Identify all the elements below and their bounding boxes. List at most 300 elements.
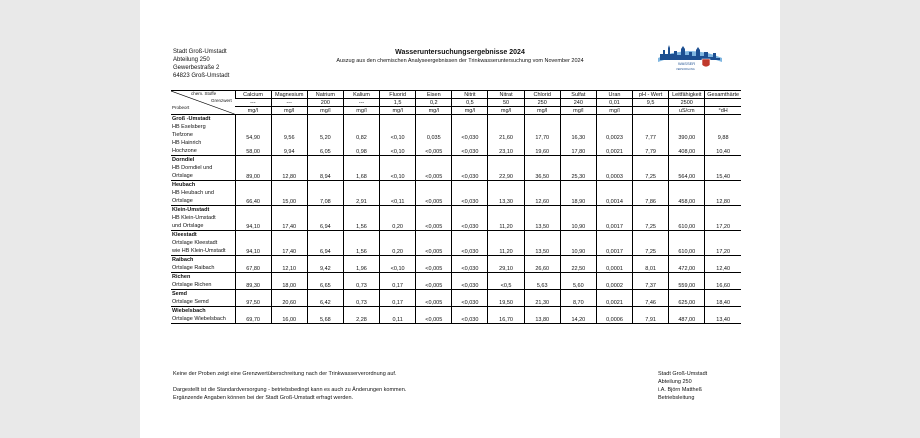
measurement-value: 0,20 bbox=[392, 249, 403, 255]
measurement-value: 487,00 bbox=[678, 317, 696, 323]
value-cell bbox=[524, 231, 560, 256]
value-cell bbox=[416, 273, 452, 290]
measurement-value: 16,00 bbox=[282, 317, 297, 323]
measurement-value: 97,50 bbox=[246, 300, 260, 306]
measurement-value: 13,50 bbox=[535, 224, 550, 230]
value-cell bbox=[307, 156, 343, 181]
measurement-value: <0,005 bbox=[425, 283, 443, 289]
sampling-point-label: und Ortslage bbox=[172, 223, 204, 229]
svg-text:WASSER: WASSER bbox=[678, 61, 696, 66]
measurement-value: <0,005 bbox=[425, 249, 443, 255]
value-cell bbox=[235, 273, 271, 290]
measurement-value: 12,80 bbox=[716, 199, 731, 205]
measurement-value: 13,40 bbox=[716, 317, 731, 323]
value-cell bbox=[235, 290, 271, 307]
value-cell bbox=[524, 115, 560, 156]
measurement-value: 17,20 bbox=[716, 249, 731, 255]
signature-line: Betriebsleitung bbox=[658, 395, 695, 401]
value-cell bbox=[705, 231, 741, 256]
value-cell bbox=[705, 115, 741, 156]
measurement-value: 0,0017 bbox=[606, 249, 623, 255]
measurement-value: 0,82 bbox=[356, 135, 367, 141]
value-cell bbox=[560, 156, 596, 181]
corner-label-location: Probeort bbox=[172, 105, 190, 110]
location-group bbox=[171, 290, 741, 307]
corner-label-limit: Grenzwert bbox=[211, 98, 232, 103]
measurement-value: <0,030 bbox=[461, 283, 479, 289]
value-cell bbox=[669, 256, 705, 273]
measurement-value: <0,030 bbox=[461, 317, 479, 323]
measurement-value: 21,30 bbox=[535, 300, 550, 306]
measurement-value: <0,005 bbox=[425, 149, 443, 155]
location-cell bbox=[171, 307, 235, 324]
value-cell bbox=[343, 231, 379, 256]
measurement-value: 559,00 bbox=[678, 283, 696, 289]
measurement-value: 9,42 bbox=[319, 266, 331, 272]
value-cell bbox=[416, 231, 452, 256]
value-cell bbox=[271, 256, 307, 273]
measurement-value: 69,70 bbox=[246, 317, 260, 323]
value-cell bbox=[669, 307, 705, 324]
measurement-value: 0,0017 bbox=[606, 224, 623, 230]
measurement-value: 2,91 bbox=[356, 199, 367, 205]
value-cell bbox=[560, 115, 596, 156]
limit-cell: 240 bbox=[560, 99, 596, 107]
measurement-value: 23,10 bbox=[499, 149, 513, 155]
measurement-value: 7,08 bbox=[319, 199, 331, 205]
measurement-value: <0,10 bbox=[390, 149, 405, 155]
measurement-value: <0,030 bbox=[461, 224, 479, 230]
measurement-value: 21,60 bbox=[499, 135, 513, 141]
sampling-point-label: Ortslage Kleestadt bbox=[172, 240, 218, 246]
value-cell bbox=[596, 206, 632, 231]
measurement-value: <0,005 bbox=[425, 317, 443, 323]
limit-cell: 2500 bbox=[669, 99, 705, 107]
location-name: Kleestadt bbox=[172, 232, 197, 238]
value-cell bbox=[705, 181, 741, 206]
value-cell bbox=[271, 181, 307, 206]
measurement-value: <0,030 bbox=[461, 249, 479, 255]
sampling-point-label: HB Klein-Umstadt bbox=[172, 215, 216, 221]
parameter-header: Uran bbox=[596, 91, 632, 99]
limit-cell: --- bbox=[343, 99, 379, 107]
value-cell bbox=[596, 156, 632, 181]
value-cell bbox=[560, 231, 596, 256]
value-cell bbox=[416, 156, 452, 181]
value-cell bbox=[380, 156, 416, 181]
parameter-header: Gesamthärte bbox=[705, 91, 741, 99]
value-cell bbox=[416, 290, 452, 307]
measurement-value: 5,60 bbox=[572, 283, 584, 289]
measurement-value: 6,94 bbox=[319, 224, 331, 230]
measurement-value: 13,80 bbox=[535, 317, 550, 323]
parameter-header: Chlorid bbox=[524, 91, 560, 99]
measurement-value: 25,30 bbox=[571, 174, 586, 180]
measurement-value: 89,00 bbox=[246, 174, 260, 180]
measurement-value: 18,00 bbox=[282, 283, 297, 289]
value-cell bbox=[307, 256, 343, 273]
value-cell bbox=[560, 307, 596, 324]
value-cell bbox=[235, 115, 271, 156]
footer-notes bbox=[173, 370, 406, 402]
measurement-value: 17,40 bbox=[282, 249, 297, 255]
value-cell bbox=[271, 115, 307, 156]
limit-cell: 200 bbox=[307, 99, 343, 107]
measurement-value: 1,56 bbox=[356, 249, 367, 255]
measurement-value: 10,90 bbox=[571, 224, 586, 230]
parameter-header: Eisen bbox=[416, 91, 452, 99]
measurement-value: 16,60 bbox=[716, 283, 731, 289]
location-cell bbox=[171, 273, 235, 290]
value-cell bbox=[343, 206, 379, 231]
measurement-value: 9,56 bbox=[283, 135, 295, 141]
measurement-value: 94,10 bbox=[246, 224, 260, 230]
value-cell bbox=[596, 273, 632, 290]
measurement-value: <0,005 bbox=[425, 266, 443, 272]
measurement-value: 8,70 bbox=[572, 300, 584, 306]
unit-cell: mg/l bbox=[235, 107, 271, 115]
measurement-value: 6,65 bbox=[319, 283, 331, 289]
measurement-value: 29,10 bbox=[499, 266, 513, 272]
measurement-value: 0,035 bbox=[426, 135, 441, 141]
value-cell bbox=[524, 206, 560, 231]
measurement-value: 0,0006 bbox=[606, 317, 623, 323]
value-cell bbox=[560, 181, 596, 206]
location-name: Heubach bbox=[172, 182, 196, 188]
measurement-value: 11,20 bbox=[499, 249, 513, 255]
value-cell bbox=[669, 290, 705, 307]
limit-cell bbox=[705, 99, 741, 107]
measurement-value: 16,70 bbox=[499, 317, 513, 323]
location-cell bbox=[171, 231, 235, 256]
measurement-value: 17,70 bbox=[535, 135, 550, 141]
value-cell bbox=[343, 156, 379, 181]
measurement-value: 13,50 bbox=[535, 249, 550, 255]
value-cell bbox=[380, 231, 416, 256]
measurement-value: 7,91 bbox=[645, 317, 656, 323]
location-name: Raibach bbox=[172, 257, 194, 263]
limit-cell: 250 bbox=[524, 99, 560, 107]
location-name: Wiebelsbach bbox=[172, 308, 206, 314]
value-cell bbox=[633, 115, 669, 156]
value-cell bbox=[633, 181, 669, 206]
location-group bbox=[171, 307, 741, 324]
measurement-value: 18,40 bbox=[716, 300, 731, 306]
value-cell bbox=[452, 181, 488, 206]
limit-cell: 0,2 bbox=[416, 99, 452, 107]
value-cell bbox=[380, 290, 416, 307]
value-cell bbox=[416, 206, 452, 231]
value-cell bbox=[596, 307, 632, 324]
sender-line: Abteilung 250 bbox=[173, 57, 210, 63]
parameter-header: Fluorid bbox=[380, 91, 416, 99]
parameter-header: Natrium bbox=[307, 91, 343, 99]
value-cell bbox=[669, 231, 705, 256]
sender-line: 64823 Groß-Umstadt bbox=[173, 73, 230, 79]
measurement-value: 12,10 bbox=[282, 266, 297, 272]
value-cell bbox=[669, 115, 705, 156]
limit-cell: 1,5 bbox=[380, 99, 416, 107]
value-cell bbox=[705, 256, 741, 273]
measurement-value: 9,88 bbox=[717, 135, 729, 141]
value-cell bbox=[343, 307, 379, 324]
value-cell bbox=[380, 256, 416, 273]
limit-cell: 0,01 bbox=[596, 99, 632, 107]
measurement-value: 89,30 bbox=[246, 283, 260, 289]
value-cell bbox=[488, 290, 524, 307]
sampling-point-label: Tiefzone bbox=[172, 132, 193, 138]
sampling-point-label: HB Dorndiel und bbox=[172, 165, 213, 171]
unit-cell: mg/l bbox=[271, 107, 307, 115]
measurement-value: 6,42 bbox=[319, 300, 331, 306]
limit-cell: 0,5 bbox=[452, 99, 488, 107]
measurement-value: 1,96 bbox=[356, 266, 367, 272]
value-cell bbox=[524, 256, 560, 273]
value-cell bbox=[380, 181, 416, 206]
measurement-value: 17,40 bbox=[282, 224, 297, 230]
measurement-value: 2,28 bbox=[356, 317, 367, 323]
parameter-header: Magnesium bbox=[271, 91, 307, 99]
value-cell bbox=[416, 307, 452, 324]
measurement-value: 0,0021 bbox=[606, 149, 623, 155]
measurement-value: 6,94 bbox=[319, 249, 331, 255]
measurement-value: 16,30 bbox=[571, 135, 586, 141]
location-group bbox=[171, 156, 741, 181]
measurement-value: 15,40 bbox=[716, 174, 731, 180]
measurement-value: 610,00 bbox=[678, 224, 696, 230]
location-group bbox=[171, 256, 741, 273]
unit-cell: °dH bbox=[705, 107, 741, 115]
measurement-value: 6,05 bbox=[319, 149, 331, 155]
unit-cell: mg/l bbox=[380, 107, 416, 115]
value-cell bbox=[560, 206, 596, 231]
measurement-value: 11,20 bbox=[499, 224, 513, 230]
measurement-value: 12,40 bbox=[716, 266, 731, 272]
footer-note: Keine der Proben zeigt eine Grenzwertüberschreitung nach der Trinkwasserverordnung auf. bbox=[173, 371, 397, 377]
value-cell bbox=[416, 181, 452, 206]
value-cell bbox=[235, 256, 271, 273]
value-cell bbox=[596, 256, 632, 273]
header-row-parameters bbox=[171, 91, 741, 99]
measurement-value: 0,11 bbox=[392, 317, 403, 323]
water-analysis-table bbox=[171, 90, 741, 324]
measurement-value: 9,94 bbox=[283, 149, 295, 155]
value-cell bbox=[235, 231, 271, 256]
svg-text:VERSORGUNG: VERSORGUNG bbox=[676, 68, 695, 71]
measurement-value: 0,17 bbox=[392, 300, 403, 306]
measurement-value: 7,37 bbox=[645, 283, 656, 289]
measurement-value: 7,86 bbox=[645, 199, 656, 205]
measurement-value: <0,5 bbox=[500, 283, 512, 289]
value-cell bbox=[669, 206, 705, 231]
value-cell bbox=[633, 206, 669, 231]
value-cell bbox=[307, 290, 343, 307]
measurement-value: 54,90 bbox=[246, 135, 260, 141]
location-group bbox=[171, 273, 741, 290]
value-cell bbox=[596, 231, 632, 256]
value-cell bbox=[524, 307, 560, 324]
measurement-value: 18,90 bbox=[571, 199, 586, 205]
measurement-value: 7,25 bbox=[645, 174, 656, 180]
unit-cell: mg/l bbox=[416, 107, 452, 115]
parameter-header: Nitrat bbox=[488, 91, 524, 99]
parameter-header: Calcium bbox=[235, 91, 271, 99]
parameter-header: pH - Wert bbox=[633, 91, 669, 99]
value-cell bbox=[669, 156, 705, 181]
measurement-value: 22,90 bbox=[499, 174, 513, 180]
value-cell bbox=[560, 290, 596, 307]
measurement-value: 610,00 bbox=[678, 249, 696, 255]
measurement-value: <0,10 bbox=[390, 135, 405, 141]
value-cell bbox=[235, 206, 271, 231]
value-cell bbox=[452, 206, 488, 231]
sender-line: Gewerbestraße 2 bbox=[173, 65, 220, 71]
sampling-point-label: Ortslage Richen bbox=[172, 282, 212, 288]
measurement-value: 5,68 bbox=[319, 317, 331, 323]
measurement-value: 7,77 bbox=[645, 135, 656, 141]
value-cell bbox=[307, 206, 343, 231]
value-cell bbox=[705, 273, 741, 290]
unit-cell: mg/l bbox=[596, 107, 632, 115]
measurement-value: 7,25 bbox=[645, 249, 656, 255]
value-cell bbox=[343, 115, 379, 156]
value-cell bbox=[633, 231, 669, 256]
value-cell bbox=[488, 156, 524, 181]
value-cell bbox=[416, 256, 452, 273]
measurement-value: 67,80 bbox=[246, 266, 260, 272]
value-cell bbox=[307, 115, 343, 156]
limit-cell: --- bbox=[271, 99, 307, 107]
measurement-value: 26,60 bbox=[535, 266, 550, 272]
footer-line: Dargestellt ist die Standardversorgung - betriebsbedingt kann es auch zu Änderungen kommen. bbox=[173, 387, 407, 393]
measurement-value: 19,60 bbox=[535, 149, 550, 155]
sender-line: Stadt Groß-Umstadt bbox=[173, 49, 227, 55]
location-name: Dorndiel bbox=[172, 157, 195, 163]
measurement-value: <0,005 bbox=[425, 300, 443, 306]
measurement-value: <0,10 bbox=[390, 266, 405, 272]
location-group bbox=[171, 206, 741, 231]
value-cell bbox=[705, 290, 741, 307]
unit-cell: mg/l bbox=[488, 107, 524, 115]
sampling-point-label: HB Hainrich bbox=[172, 140, 202, 146]
sampling-point-label: Ortslage Wiebelsbach bbox=[172, 316, 226, 322]
value-cell bbox=[488, 206, 524, 231]
measurement-value: 7,25 bbox=[645, 224, 656, 230]
measurement-value: <0,11 bbox=[390, 199, 405, 205]
measurement-value: 1,56 bbox=[356, 224, 367, 230]
measurement-value: 66,40 bbox=[246, 199, 260, 205]
limit-cell: 9,5 bbox=[633, 99, 669, 107]
value-cell bbox=[271, 290, 307, 307]
parameter-header: Leitfähigkeit bbox=[669, 91, 705, 99]
value-cell bbox=[705, 307, 741, 324]
measurement-value: 0,98 bbox=[356, 149, 367, 155]
measurement-value: <0,030 bbox=[461, 300, 479, 306]
measurement-value: <0,10 bbox=[390, 174, 405, 180]
value-cell bbox=[235, 156, 271, 181]
measurement-value: 20,60 bbox=[282, 300, 297, 306]
value-cell bbox=[235, 307, 271, 324]
measurement-value: 5,63 bbox=[536, 283, 548, 289]
value-cell bbox=[380, 115, 416, 156]
parameter-header: Kalium bbox=[343, 91, 379, 99]
measurement-value: 12,60 bbox=[535, 199, 550, 205]
location-group bbox=[171, 181, 741, 206]
value-cell bbox=[452, 307, 488, 324]
document-header bbox=[310, 48, 610, 65]
value-cell bbox=[271, 231, 307, 256]
value-cell bbox=[524, 273, 560, 290]
value-cell bbox=[452, 290, 488, 307]
measurement-value: 7,79 bbox=[645, 149, 656, 155]
value-cell bbox=[271, 273, 307, 290]
value-cell bbox=[633, 307, 669, 324]
document-subtitle: Auszug aus den chemischen Analyseergebnissen der Trinkwasseruntersuchung vom November 2024 bbox=[336, 58, 584, 64]
value-cell bbox=[524, 181, 560, 206]
measurement-value: 22,50 bbox=[571, 266, 586, 272]
value-cell bbox=[271, 307, 307, 324]
measurement-value: 472,00 bbox=[678, 266, 696, 272]
header-row-units bbox=[171, 107, 741, 115]
location-name: Groß -Umstadt bbox=[172, 116, 211, 122]
value-cell bbox=[271, 156, 307, 181]
location-name: Semd bbox=[172, 291, 187, 297]
unit-cell: mg/l bbox=[452, 107, 488, 115]
measurement-value: 19,50 bbox=[499, 300, 513, 306]
measurement-value: <0,030 bbox=[461, 149, 479, 155]
measurement-value: <0,030 bbox=[461, 135, 479, 141]
value-cell bbox=[416, 115, 452, 156]
value-cell bbox=[633, 256, 669, 273]
measurement-value: 0,73 bbox=[356, 283, 367, 289]
measurement-value: 458,00 bbox=[678, 199, 696, 205]
measurement-value: 7,46 bbox=[645, 300, 656, 306]
measurement-value: 0,0003 bbox=[606, 174, 623, 180]
location-cell bbox=[171, 156, 235, 181]
unit-cell: mg/l bbox=[560, 107, 596, 115]
measurement-value: 0,0014 bbox=[606, 199, 623, 205]
value-cell bbox=[669, 181, 705, 206]
value-cell bbox=[488, 115, 524, 156]
value-cell bbox=[235, 181, 271, 206]
sampling-point-label: HB Eselsberg bbox=[172, 124, 206, 130]
measurement-value: 13,30 bbox=[499, 199, 513, 205]
value-cell bbox=[524, 290, 560, 307]
measurement-value: 10,90 bbox=[571, 249, 586, 255]
location-name: Klein-Umstadt bbox=[172, 207, 210, 213]
measurement-value: 1,68 bbox=[356, 174, 367, 180]
value-cell bbox=[307, 181, 343, 206]
unit-cell: mg/l bbox=[307, 107, 343, 115]
value-cell bbox=[705, 156, 741, 181]
value-cell bbox=[488, 181, 524, 206]
location-cell bbox=[171, 256, 235, 273]
measurement-value: <0,030 bbox=[461, 199, 479, 205]
location-cell bbox=[171, 181, 235, 206]
value-cell bbox=[380, 206, 416, 231]
value-cell bbox=[380, 273, 416, 290]
unit-cell bbox=[633, 107, 669, 115]
sampling-point-label: Ortslage bbox=[172, 198, 193, 204]
measurement-value: 0,0002 bbox=[606, 283, 623, 289]
value-cell bbox=[452, 231, 488, 256]
value-cell bbox=[633, 290, 669, 307]
corner-label-top: chem. Stoffe bbox=[191, 91, 217, 96]
location-cell bbox=[171, 115, 235, 156]
measurement-value: 94,10 bbox=[246, 249, 260, 255]
location-cell bbox=[171, 206, 235, 231]
measurement-value: 5,20 bbox=[319, 135, 331, 141]
